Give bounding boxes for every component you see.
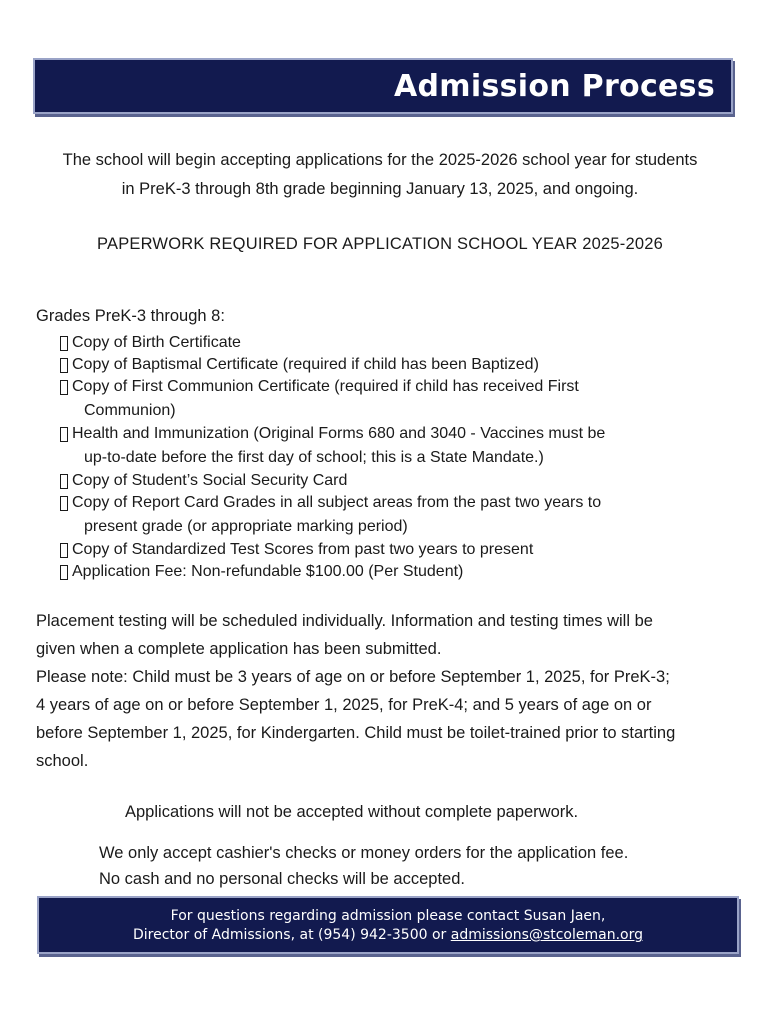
list-item-text-block: [72, 376, 579, 423]
placement-line: 4 years of age on or before September 1, 2025, for PreK-4; and 5 years of age on or: [36, 696, 652, 714]
placement-line: before September 1, 2025, for Kindergarten. Child must be toilet-trained prior to starting: [36, 724, 676, 742]
page-title: Admission Process: [394, 68, 715, 104]
list-item: [60, 470, 700, 492]
footer-contact-text: Director of Admissions, at (954) 942-3500 or: [133, 927, 451, 943]
list-item: [60, 354, 700, 376]
list-item-text: Copy of Student’s Social Security Card: [72, 472, 348, 489]
list-item: [60, 332, 700, 354]
list-item-text-block: [72, 492, 601, 539]
payment-line: We only accept cashier's checks or money orders for the application fee.: [99, 844, 629, 862]
payment-notice: [99, 840, 628, 892]
list-item: [60, 492, 700, 539]
list-item-text: Application Fee: Non-refundable $100.00 (Per Student): [72, 563, 464, 580]
email-link[interactable]: admissions@stcoleman.org: [450, 927, 643, 943]
list-item-text: Copy of Standardized Test Scores from past two years to present: [72, 541, 534, 558]
requirements-heading: PAPERWORK REQUIRED FOR APPLICATION SCHOOL YEAR 2025-2026: [97, 235, 663, 253]
checkbox-icon: [60, 380, 68, 395]
placement-paragraph: [36, 607, 736, 775]
placement-line: given when a complete application has been submitted.: [36, 640, 442, 658]
placement-line: Placement testing will be scheduled individually. Information and testing times will be: [36, 612, 653, 630]
list-item: [60, 376, 700, 423]
list-item-text-block: [72, 423, 605, 470]
checkbox-icon: [60, 565, 68, 580]
paperwork-notice: Applications will not be accepted without complete paperwork.: [125, 803, 579, 821]
header-banner: [33, 58, 733, 114]
grades-label: Grades PreK-3 through 8:: [36, 307, 225, 325]
requirements-list: [60, 332, 700, 583]
checkbox-icon: [60, 336, 68, 351]
intro-line: The school will begin accepting applications for the 2025-2026 school year for students: [62, 151, 698, 169]
list-item-text: Copy of Report Card Grades in all subject areas from the past two years to: [72, 494, 602, 511]
list-item-text: Copy of First Communion Certificate (required if child has received First: [72, 378, 579, 395]
placement-line: school.: [36, 752, 89, 770]
payment-line: No cash and no personal checks will be accepted.: [99, 870, 465, 888]
footer-line: For questions regarding admission please contact Susan Jaen,: [170, 908, 606, 924]
intro-line: in PreK-3 through 8th grade beginning January 13, 2025, and ongoing.: [121, 180, 639, 198]
checkbox-icon: [60, 496, 68, 511]
intro-paragraph: [30, 146, 730, 204]
checkbox-icon: [60, 474, 68, 489]
list-item: [60, 539, 700, 561]
placement-line: Please note: Child must be 3 years of age on or before September 1, 2025, for PreK-3;: [36, 668, 670, 686]
list-item: [60, 423, 700, 470]
list-item-continuation: Communion): [84, 402, 176, 419]
checkbox-icon: [60, 543, 68, 558]
checkbox-icon: [60, 358, 68, 373]
list-item-continuation: up-to-date before the first day of school; this is a State Mandate.): [84, 449, 544, 466]
list-item-text: Copy of Birth Certificate: [72, 334, 241, 351]
contact-footer: [37, 896, 739, 954]
list-item-text: Health and Immunization (Original Forms 680 and 3040 - Vaccines must be: [72, 425, 606, 442]
checkbox-icon: [60, 427, 68, 442]
list-item-text: Copy of Baptismal Certificate (required if child has been Baptized): [72, 356, 539, 373]
list-item: [60, 561, 700, 583]
footer-line-2: [39, 926, 737, 945]
list-item-continuation: present grade (or appropriate marking period): [84, 518, 408, 535]
